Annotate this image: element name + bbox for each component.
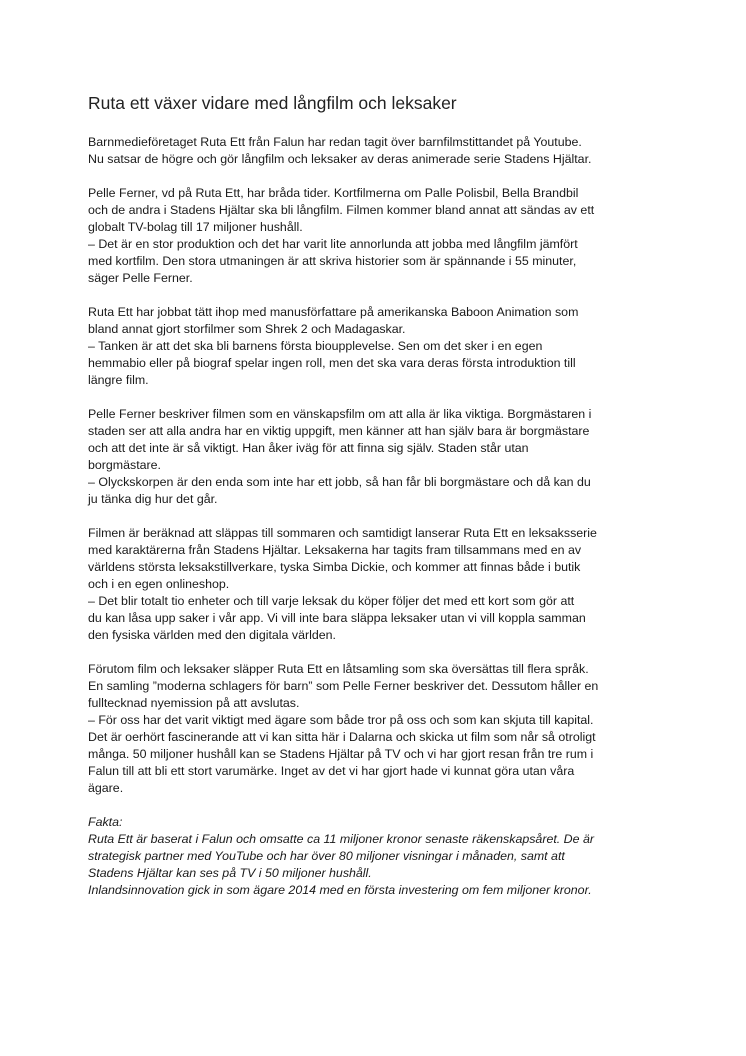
paragraph-line: Nu satsar de högre och gör långfilm och leksaker av deras animerade serie Stadens Hjältar. bbox=[88, 152, 592, 166]
document-page bbox=[88, 92, 668, 916]
paragraph-line: hemmabio eller på biograf spelar ingen roll, men det ska vara deras första introduktion till bbox=[88, 356, 576, 370]
paragraph-line: staden ser att alla andra har en viktig uppgift, men känner att han själv bara är borgmästare bbox=[88, 424, 590, 438]
paragraph-line: säger Pelle Ferner. bbox=[88, 271, 193, 285]
paragraph-line: Pelle Ferner, vd på Ruta Ett, har bråda tider. Kortfilmerna om Palle Polisbil, Bella Brandbil bbox=[88, 186, 579, 200]
paragraph-line: Förutom film och leksaker släpper Ruta Ett en låtsamling som ska översättas till flera språk. bbox=[88, 662, 589, 676]
paragraph-line: borgmästare. bbox=[88, 458, 162, 472]
paragraph-line: – Det blir totalt tio enheter och till varje leksak du köper följer det med ett kort som gör att bbox=[88, 594, 575, 608]
article-title: Ruta ett växer vidare med långfilm och leksaker bbox=[88, 93, 457, 113]
paragraph-line: Barnmedieföretaget Ruta Ett från Falun har redan tagit över barnfilmstittandet på Youtube. bbox=[88, 135, 582, 149]
paragraph-line: globalt TV-bolag till 17 miljoner hushåll. bbox=[88, 220, 303, 234]
paragraph-line: och att det inte är så viktigt. Han åker iväg för att finna sig själv. Staden står utan bbox=[88, 441, 529, 455]
paragraph-line: bland annat gjort storfilmer som Shrek 2 och Madagaskar. bbox=[88, 322, 406, 336]
paragraph-line: ägare. bbox=[88, 781, 124, 795]
paragraph-line: Falun till att bli ett stort varumärke. Inget av det vi har gjort hade vi kunnat göra utan våra bbox=[88, 764, 575, 778]
paragraph-line: den fysiska världen med den digitala världen. bbox=[88, 628, 336, 642]
paragraph-line: – Tanken är att det ska bli barnens första bioupplevelse. Sen om det sker i en egen bbox=[88, 339, 543, 353]
paragraph-line: Ruta Ett har jobbat tätt ihop med manusförfattare på amerikanska Baboon Animation som bbox=[88, 305, 579, 319]
paragraph-line: längre film. bbox=[88, 373, 149, 387]
fakta-line: Inlandsinnovation gick in som ägare 2014 med en första investering om fem miljoner kronor. bbox=[88, 883, 592, 897]
paragraph-line: med kortfilm. Den stora utmaningen är att skriva historier som är spännande i 55 minuter, bbox=[88, 254, 577, 268]
paragraph bbox=[88, 661, 668, 797]
paragraph bbox=[88, 134, 668, 168]
paragraph-line: Det är oerhört fascinerande att vi kan sitta här i Dalarna och skicka ut film som når så otroligt bbox=[88, 730, 596, 744]
paragraph bbox=[88, 406, 668, 508]
paragraph-line: många. 50 miljoner hushåll kan se Stadens Hjältar på TV och vi har gjort resan från tre rum i bbox=[88, 747, 594, 761]
paragraph-line: – Olyckskorpen är den enda som inte har ett jobb, så han får bli borgmästare och då kan du bbox=[88, 475, 591, 489]
fakta-line: strategisk partner med YouTube och har över 80 miljoner visningar i månaden, samt att bbox=[88, 849, 565, 863]
paragraph-line: du kan låsa upp saker i vår app. Vi vill inte bara släppa leksaker utan vi vill koppla samman bbox=[88, 611, 586, 625]
paragraph-line: fulltecknad nyemission på att avslutas. bbox=[88, 696, 300, 710]
paragraph-line: med karaktärerna från Stadens Hjältar. Leksakerna har tagits fram tillsammans med en av bbox=[88, 543, 582, 557]
fakta-box bbox=[88, 814, 668, 899]
fakta-line: Ruta Ett är baserat i Falun och omsatte ca 11 miljoner kronor senaste räkenskapsåret. De är bbox=[88, 832, 594, 846]
paragraph-line: – Det är en stor produktion och det har varit lite annorlunda att jobba med långfilm jämfört bbox=[88, 237, 578, 251]
paragraph-line: Pelle Ferner beskriver filmen som en vänskapsfilm om att alla är lika viktiga. Borgmästaren i bbox=[88, 407, 592, 421]
paragraph-line: – För oss har det varit viktigt med ägare som både tror på oss och som kan skjuta till kapital. bbox=[88, 713, 594, 727]
fakta-heading: Fakta: bbox=[88, 815, 123, 829]
paragraph-line: ju tänka dig hur det går. bbox=[88, 492, 218, 506]
fakta-line: Stadens Hjältar kan ses på TV i 50 miljoner hushåll. bbox=[88, 866, 372, 880]
article-body bbox=[88, 134, 668, 797]
paragraph bbox=[88, 525, 668, 644]
paragraph-line: och de andra i Stadens Hjältar ska bli långfilm. Filmen kommer bland annat att sändas av ett bbox=[88, 203, 595, 217]
paragraph-line: En samling ”moderna schlagers för barn” som Pelle Ferner beskriver det. Dessutom håller en bbox=[88, 679, 599, 693]
paragraph bbox=[88, 304, 668, 389]
paragraph-line: och i en egen onlineshop. bbox=[88, 577, 230, 591]
paragraph-line: Filmen är beräknad att släppas till sommaren och samtidigt lanserar Ruta Ett en leksaksserie bbox=[88, 526, 597, 540]
paragraph bbox=[88, 185, 668, 287]
paragraph-line: världens största leksakstillverkare, tyska Simba Dickie, och kommer att finnas både i butik bbox=[88, 560, 581, 574]
